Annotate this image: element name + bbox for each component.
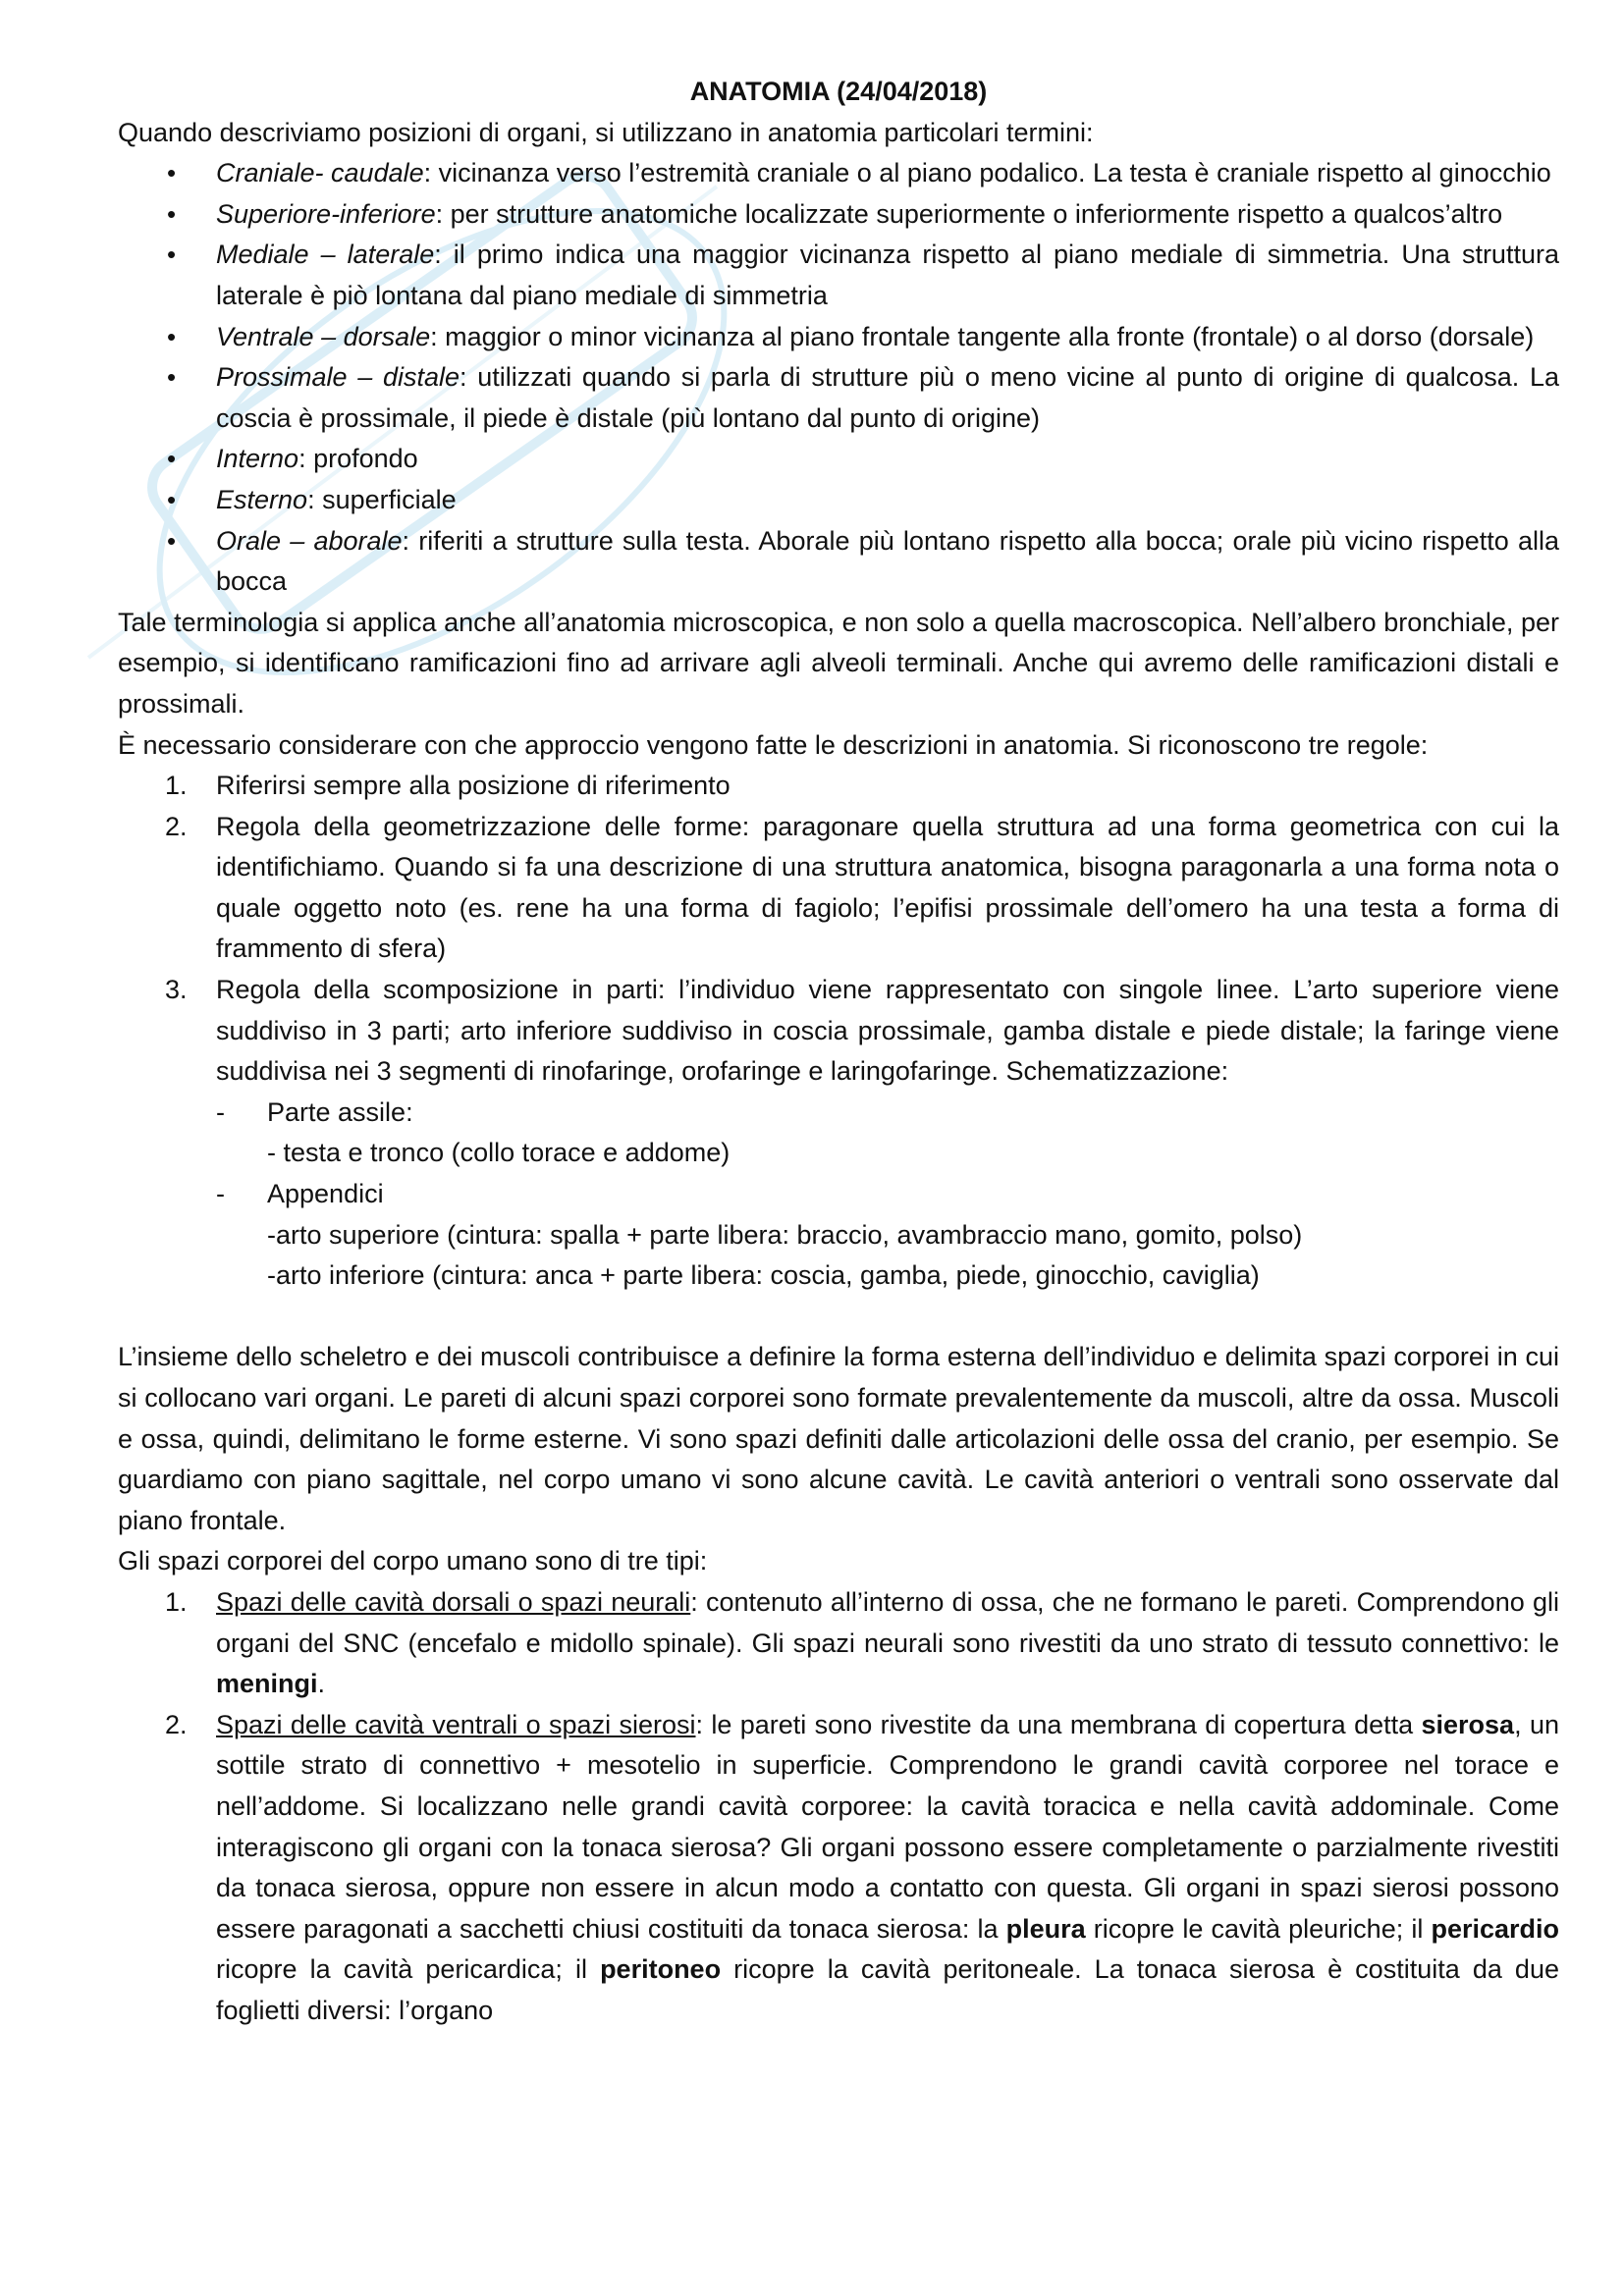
paragraph-spaces-intro: Gli spazi corporei del corpo umano sono di tre tipi: [118,1546,708,1576]
schema-appendici-item: -arto superiore (cintura: spalla + parte libera: braccio, avambraccio mano, gomito, polso) [267,1219,1303,1250]
list-item: 2. Spazi delle cavità ventrali o spazi sierosi: le pareti sono rivestite da una membrana di copertura detta sierosa, un sottile strato di connettivo + mesotelio in superficie. Comprendono le grandi cavità corporee nel torace e nell’addome. Si localizzano nelle grandi cavità corporee: la cavità toracica e nella cavità addominale. Come interagiscono gli organi con la tonaca sierosa? Gli organi possono essere completamente o parzialmente rivestiti da tonaca sierosa, oppure non essere in alcun modo a contatto con questa. Gli organi in spazi sierosi possono essere paragonati a sacchetti chiusi costituiti da tonaca sierosa: la pleura ricopre le cavità pleuriche; il pericardio ricopre la cavità pericardica; il peritoneo ricopre la cavità peritoneale. La tonaca sierosa è costituita da due foglietti diversi: l’organo [165,1709,1559,2025]
list-item: • Interno: profondo [216,439,1559,480]
list-item: • Ventrale – dorsale: maggior o minor vicinanza al piano frontale tangente alla fronte (frontale) o al dorso (dorsale) [216,317,1559,358]
schema-appendici-item: -arto inferiore (cintura: anca + parte libera: coscia, gamba, piede, ginocchio, caviglia) [267,1260,1260,1291]
page-title: ANATOMIA (24/04/2018) [689,77,988,106]
paragraph-approach: È necessario considerare con che approccio vengono fatte le descrizioni in anatomia. Si riconoscono tre regole: [118,729,1429,760]
schema-assile: - Parte assile: - testa e tronco (collo torace e addome) [216,1093,1559,1174]
terms-list [118,153,1559,603]
list-item: 1. Spazi delle cavità dorsali o spazi neurali: contenuto all’interno di ossa, che ne formano le pareti. Comprendono gli organi del SNC (encefalo e midollo spinale). Gli spazi neurali sono rivestiti da uno strato di tessuto connettivo: le meningi. [165,1586,1559,1699]
list-item: 1. Riferirsi sempre alla posizione di riferimento [165,771,731,801]
paragraph-terminology: Tale terminologia si applica anche all’anatomia microscopica, e non solo a quella macroscopica. Nell’albero bronchiale, per esempio, si identificano ramificazioni fino ad arrivare agli alveoli terminali. Anche qui avremo delle ramificazioni distali e prossimali. [118,607,1559,719]
schema-assile-item: - testa e tronco (collo torace e addome) [267,1138,731,1168]
rules-list [118,766,1559,1297]
list-item: • Prossimale – distale: utilizzati quando si parla di strutture più o meno vicine al punto di origine di qualcosa. La coscia è prossimale, il piede è distale (più lontano dal punto di origine) [216,357,1559,439]
list-item: • Mediale – laterale: il primo indica una maggior vicinanza rispetto al piano mediale di simmetria. Una struttura laterale è piò lontana dal piano mediale di simmetria [216,235,1559,316]
schema-appendici: - Appendici -arto superiore (cintura: spalla + parte libera: braccio, avambraccio mano, gomito, polso) -arto inferiore (cintura: anca + parte libera: coscia, gamba, piede, ginocchio, caviglia) [216,1174,1559,1297]
list-item: • Superiore-inferiore: per strutture anatomiche localizzate superiormente o inferiormente rispetto a qualcos’altro [216,194,1559,236]
list-item: 3. Regola della scomposizione in parti: l’individuo viene rappresentato con singole linee. L’arto superiore viene suddiviso in 3 parti; arto inferiore suddiviso in coscia prossimale, gamba distale e piede distale; la faringe viene suddivisa nei 3 segmenti di rinofaringe, orofaringe e laringofaringe. Schematizzazione: - Parte assile: - testa e tronco (collo torace e addome) - Appendici -arto superiore (cintura: spalla + parte libera: braccio, avambraccio mano, gomito, polso) -arto inferiore (cintura: anca + parte libera: coscia, gamba, piede, ginocchio, caviglia) [216,970,1559,1297]
document-page [118,72,1559,2032]
intro-paragraph: Quando descriviamo posizioni di organi, si utilizzano in anatomia particolari termini: [118,117,1094,147]
list-item: • Craniale- caudale: vicinanza verso l’estremità craniale o al piano podalico. La testa è craniale rispetto al ginocchio [216,153,1559,194]
spaces-list [118,1582,1559,2032]
list-item: • Esterno: superficiale [216,480,1559,521]
paragraph-skeleton: L’insieme dello scheletro e dei muscoli contribuisce a definire la forma esterna dell’individuo e delimita spazi corporei in cui si collocano vari organi. Le pareti di alcuni spazi corporei sono formate prevalentemente da muscoli, altre da ossa. Muscoli e ossa, quindi, delimitano le forme esterne. Vi sono spazi definiti dalle articolazioni delle ossa del cranio, per esempio. Se guardiamo con piano sagittale, nel corpo umano vi sono alcune cavità. Le cavità anteriori o ventrali sono osservate dal piano frontale. [118,1342,1559,1535]
list-item: • Orale – aborale: riferiti a strutture sulla testa. Aborale più lontano rispetto alla bocca; orale più vicino rispetto alla bocca [216,521,1559,603]
list-item: 2. Regola della geometrizzazione delle forme: paragonare quella struttura ad una forma geometrica con cui la identifichiamo. Quando si fa una descrizione di una struttura anatomica, bisogna paragonarla a una forma nota o quale oggetto noto (es. rene ha una forma di fagiolo; l’epifisi prossimale dell’omero ha una testa a forma di frammento di sfera) [165,811,1559,964]
